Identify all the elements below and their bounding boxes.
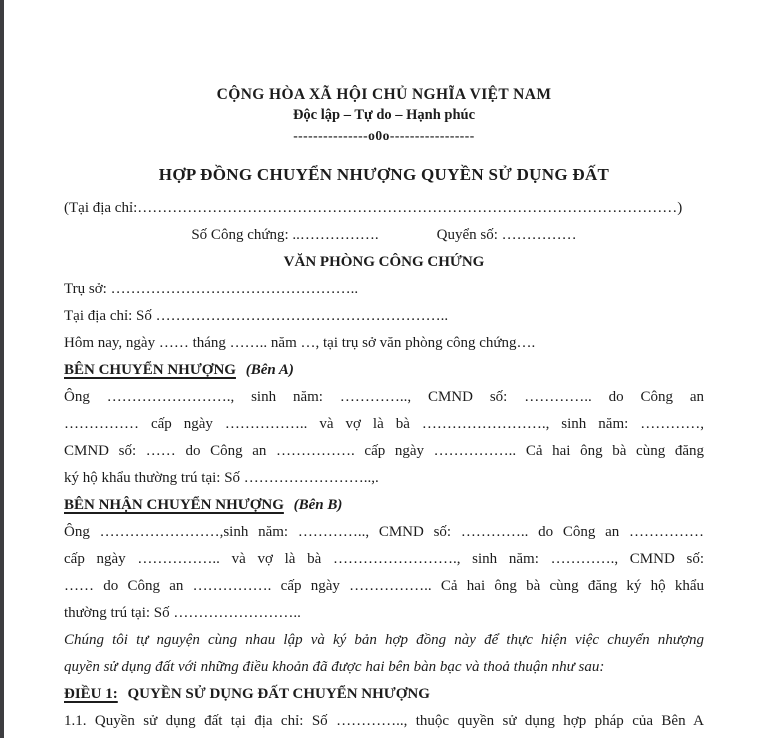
party-a-heading (64, 357, 704, 384)
notary-contract-number: Số Công chứng: ..……………. (191, 227, 379, 243)
article-1-heading (64, 681, 704, 708)
office-address-line: Tại địa chỉ: Số ………………………………………………….. (64, 308, 449, 324)
agreement-intro-line: Chúng tôi tự nguyện cùng nhau lập và ký bản hợp đồng này để thực hiện việc chuyển nhượng (64, 632, 704, 648)
party-a-heading-suffix: (Bên A) (245, 362, 294, 378)
notary-office-heading: VĂN PHÒNG CÔNG CHỨNG (283, 254, 485, 270)
document-body (64, 195, 704, 735)
notary-numbers-row (64, 222, 704, 249)
address-line: (Tại địa chỉ:………………………………………………………………………………………………) (64, 200, 683, 216)
article-1-title: QUYỀN SỬ DỤNG ĐẤT CHUYỂN NHƯỢNG (127, 686, 430, 702)
party-b-heading-suffix: (Bên B) (293, 497, 343, 513)
party-b-line: …… do Công an ……………. cấp ngày …………….. Cả hai ông bà cùng đăng ký hộ khẩu (64, 578, 704, 594)
document-page (4, 0, 768, 738)
notary-book-number: Quyển số: …………… (436, 227, 577, 243)
party-a-line: Ông ……………………., sinh năm: ………….., CMND số: ………….. do Công an (64, 389, 704, 405)
document-title: HỢP ĐỒNG CHUYỂN NHƯỢNG QUYỀN SỬ DỤNG ĐẤT (158, 165, 610, 184)
article-1-number: ĐIỀU 1: (64, 686, 118, 702)
party-b-line: Ông ……………………,sinh năm: ………….., CMND số: ………….. do Công an …………… (64, 524, 704, 540)
contract-date-line: Hôm nay, ngày …… tháng …….. năm …, tại trụ sở văn phòng công chứng…. (64, 335, 536, 351)
office-headquarters-line: Trụ sở: ………………………………………….. (64, 281, 359, 297)
party-a-line: …………… cấp ngày …………….. và vợ là bà ……………………., sinh năm: …………, (64, 416, 704, 432)
party-b-line: cấp ngày …………….. và vợ là bà ……………………., sinh năm: …………., CMND số: (64, 551, 704, 567)
national-motto: Độc lập – Tự do – Hạnh phúc (292, 107, 476, 123)
party-b-heading (64, 492, 704, 519)
header-separator: ---------------o0o----------------- (293, 128, 475, 143)
party-a-line: ký hộ khẩu thường trú tại: Số ……………………..,. (64, 470, 379, 486)
agreement-intro-line: quyền sử dụng đất với những điều khoản đã được hai bên bàn bạc và thoả thuận như sau: (64, 659, 605, 675)
party-b-heading-label: BÊN NHẬN CHUYỂN NHƯỢNG (64, 497, 284, 513)
party-a-heading-label: BÊN CHUYỂN NHƯỢNG (64, 362, 236, 378)
party-b-line: thường trú tại: Số …………………….. (64, 605, 301, 621)
republic-title: CỘNG HÒA XÃ HỘI CHỦ NGHĨA VIỆT NAM (216, 86, 552, 103)
party-a-line: CMND số: …… do Công an ……………. cấp ngày …………….. Cả hai ông bà cùng đăng (64, 443, 704, 459)
clause-1-1: 1.1. Quyền sử dụng đất tại địa chỉ: Số ………….., thuộc quyền sử dụng hợp pháp của Bên A (64, 713, 704, 729)
national-header (64, 84, 704, 146)
